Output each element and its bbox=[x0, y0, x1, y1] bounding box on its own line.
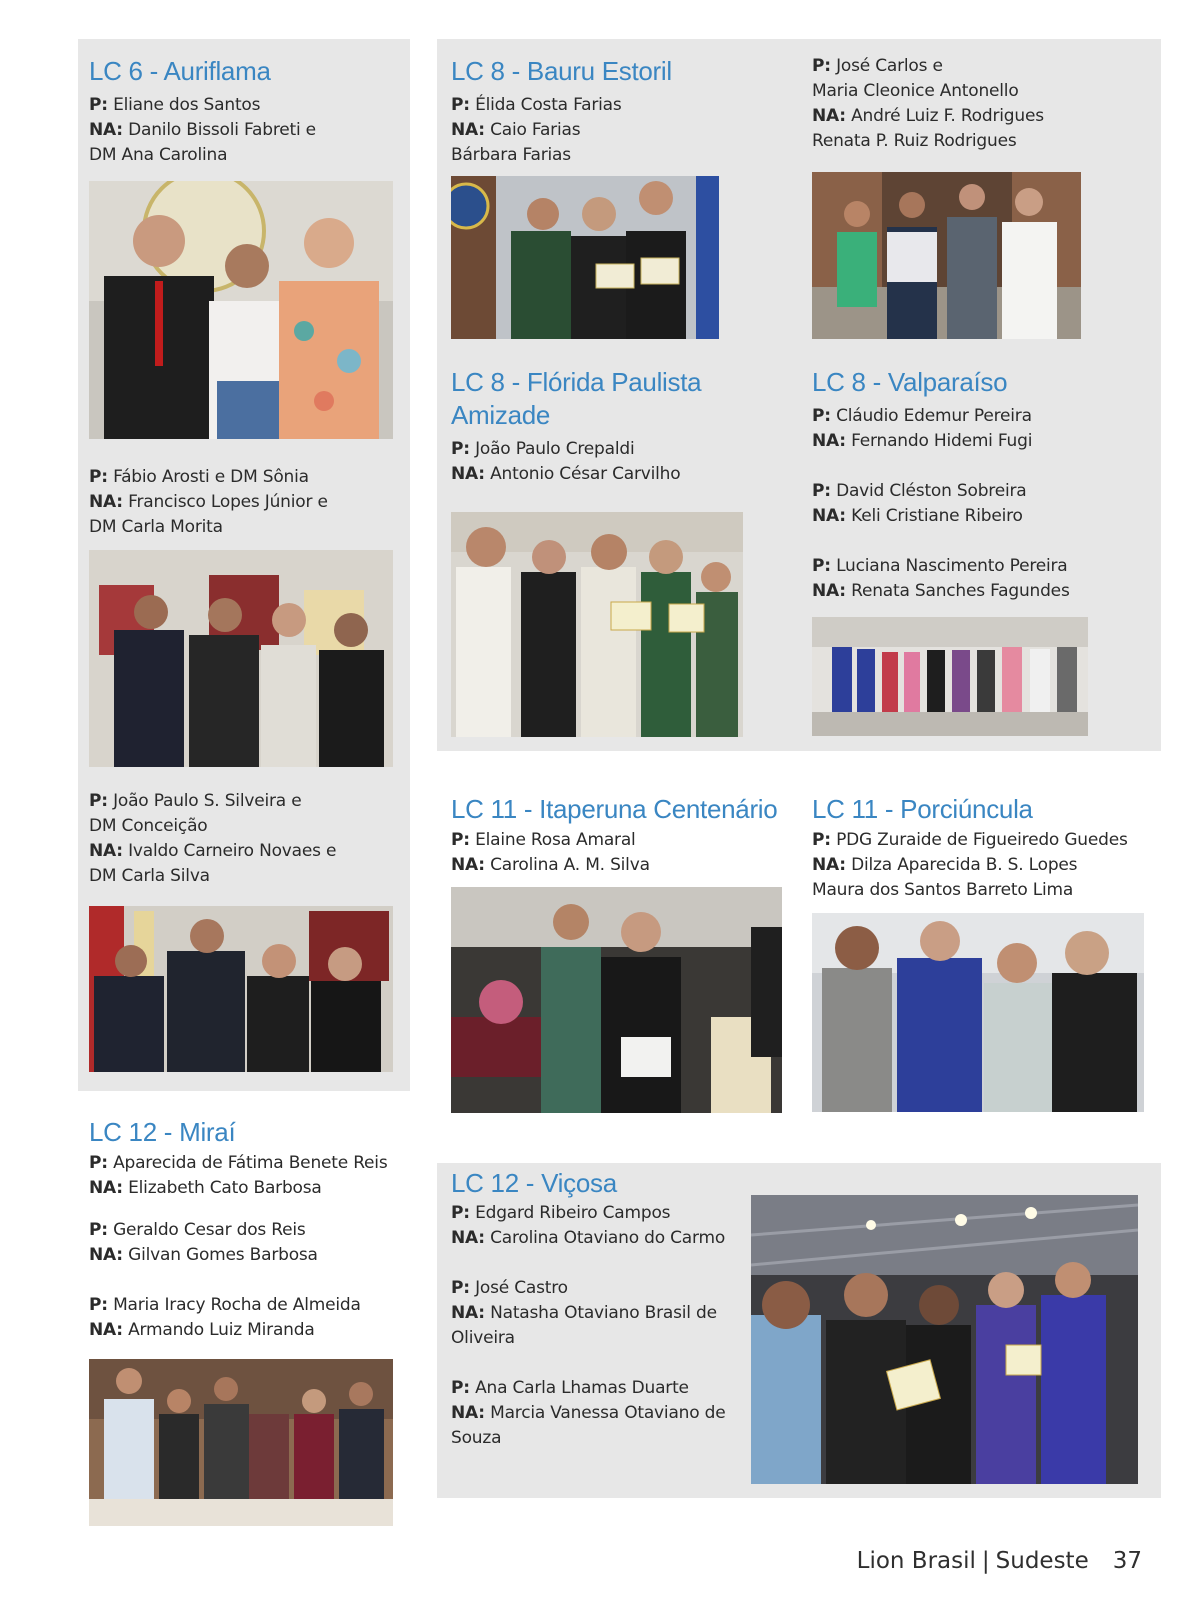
entry-auriflama-2 bbox=[89, 465, 328, 540]
new-member-line: NA: Fernando Hidemi Fugi bbox=[812, 431, 1033, 451]
new-member-line: NA: Armando Luiz Miranda bbox=[89, 1320, 315, 1340]
new-member-line: NA: Gilvan Gomes Barbosa bbox=[89, 1245, 318, 1265]
new-member-line: NA: Caio Farias bbox=[451, 120, 581, 140]
magazine-title: Lion Brasil bbox=[856, 1548, 976, 1574]
president-line: P: Geraldo Cesar dos Reis bbox=[89, 1220, 306, 1240]
entry-mirai bbox=[89, 1116, 388, 1343]
president-line: P: Fábio Arosti e DM Sônia bbox=[89, 467, 309, 487]
photo-bauru-2 bbox=[812, 172, 1081, 339]
new-member-line: NA: Francisco Lopes Júnior e bbox=[89, 492, 328, 512]
entry-porciuncula bbox=[812, 793, 1128, 903]
name-line: Souza bbox=[451, 1428, 502, 1448]
page-footer bbox=[857, 1548, 1142, 1574]
president-line: P: José Carlos e bbox=[812, 56, 943, 76]
president-line: P: Cláudio Edemur Pereira bbox=[812, 406, 1032, 426]
entry-title: LC 8 - Valparaíso bbox=[812, 367, 1008, 397]
photo-auriflama-3 bbox=[89, 906, 393, 1072]
name-line: Maura dos Santos Barreto Lima bbox=[812, 880, 1074, 900]
president-line: P: Luciana Nascimento Pereira bbox=[812, 556, 1068, 576]
name-line: DM Ana Carolina bbox=[89, 145, 228, 165]
new-member-line: NA: Dilza Aparecida B. S. Lopes bbox=[812, 855, 1078, 875]
entry-valparaiso bbox=[812, 366, 1070, 604]
photo-bauru bbox=[451, 176, 719, 339]
new-member-line: NA: Antonio César Carvilho bbox=[451, 464, 681, 484]
entry-title: LC 8 - Bauru Estoril bbox=[451, 56, 672, 86]
photo-auriflama-1 bbox=[89, 181, 393, 439]
president-line: P: Edgard Ribeiro Campos bbox=[451, 1203, 671, 1223]
name-line: Maria Cleonice Antonello bbox=[812, 81, 1019, 101]
new-member-line: NA: Keli Cristiane Ribeiro bbox=[812, 506, 1023, 526]
name-line: Bárbara Farias bbox=[451, 145, 571, 165]
section-name: Sudeste bbox=[995, 1548, 1089, 1574]
entry-title: LC 12 - Viçosa bbox=[451, 1168, 617, 1198]
president-line: P: Eliane dos Santos bbox=[89, 95, 261, 115]
new-member-line: NA: Natasha Otaviano Brasil de bbox=[451, 1303, 717, 1323]
president-line: P: Maria Iracy Rocha de Almeida bbox=[89, 1295, 361, 1315]
new-member-line: NA: Danilo Bissoli Fabreti e bbox=[89, 120, 316, 140]
photo-porciuncula bbox=[812, 913, 1144, 1112]
entry-title-line2: Amizade bbox=[451, 400, 551, 430]
new-member-line: NA: Ivaldo Carneiro Novaes e bbox=[89, 841, 337, 861]
entry-itaperuna bbox=[451, 793, 777, 878]
president-line: P: José Castro bbox=[451, 1278, 568, 1298]
entry-title: LC 8 - Flórida Paulista bbox=[451, 367, 702, 397]
new-member-line: NA: Elizabeth Cato Barbosa bbox=[89, 1178, 322, 1198]
entry-title: LC 12 - Miraí bbox=[89, 1117, 236, 1147]
photo-florida bbox=[451, 512, 743, 737]
president-line: P: João Paulo S. Silveira e bbox=[89, 791, 302, 811]
entry-auriflama-3 bbox=[89, 789, 336, 889]
president-line: P: Aparecida de Fátima Benete Reis bbox=[89, 1153, 388, 1173]
photo-vicosa bbox=[751, 1195, 1138, 1484]
photo-mirai bbox=[89, 1359, 393, 1526]
president-line: P: Élida Costa Farias bbox=[451, 95, 622, 115]
president-line: P: PDG Zuraide de Figueiredo Guedes bbox=[812, 830, 1128, 850]
president-line: P: Elaine Rosa Amaral bbox=[451, 830, 636, 850]
footer-separator: | bbox=[981, 1548, 990, 1574]
photo-itaperuna bbox=[451, 887, 782, 1113]
entry-title: LC 11 - Porciúncula bbox=[812, 794, 1033, 824]
president-line: P: David Cléston Sobreira bbox=[812, 481, 1027, 501]
entry-title: LC 11 - Itaperuna Centenário bbox=[451, 794, 778, 824]
photo-auriflama-2 bbox=[89, 550, 393, 767]
entry-vicosa bbox=[451, 1167, 726, 1451]
entry-bauru bbox=[451, 55, 672, 168]
entry-bauru-2 bbox=[812, 54, 1044, 154]
new-member-line: NA: Marcia Vanessa Otaviano de bbox=[451, 1403, 726, 1423]
new-member-line: NA: Renata Sanches Fagundes bbox=[812, 581, 1070, 601]
president-line: P: João Paulo Crepaldi bbox=[451, 439, 635, 459]
name-line: DM Carla Morita bbox=[89, 517, 223, 537]
entry-auriflama bbox=[89, 55, 316, 168]
name-line: DM Conceição bbox=[89, 816, 208, 836]
new-member-line: NA: Carolina Otaviano do Carmo bbox=[451, 1228, 726, 1248]
name-line: DM Carla Silva bbox=[89, 866, 210, 886]
president-line: P: Ana Carla Lhamas Duarte bbox=[451, 1378, 689, 1398]
page-number: 37 bbox=[1112, 1548, 1142, 1574]
name-line: Renata P. Ruiz Rodrigues bbox=[812, 131, 1017, 151]
new-member-line: NA: André Luiz F. Rodrigues bbox=[812, 106, 1044, 126]
name-line: Oliveira bbox=[451, 1328, 515, 1348]
entry-florida bbox=[451, 366, 701, 487]
entry-title: LC 6 - Auriflama bbox=[89, 56, 271, 86]
new-member-line: NA: Carolina A. M. Silva bbox=[451, 855, 650, 875]
photo-valparaiso bbox=[812, 617, 1088, 736]
